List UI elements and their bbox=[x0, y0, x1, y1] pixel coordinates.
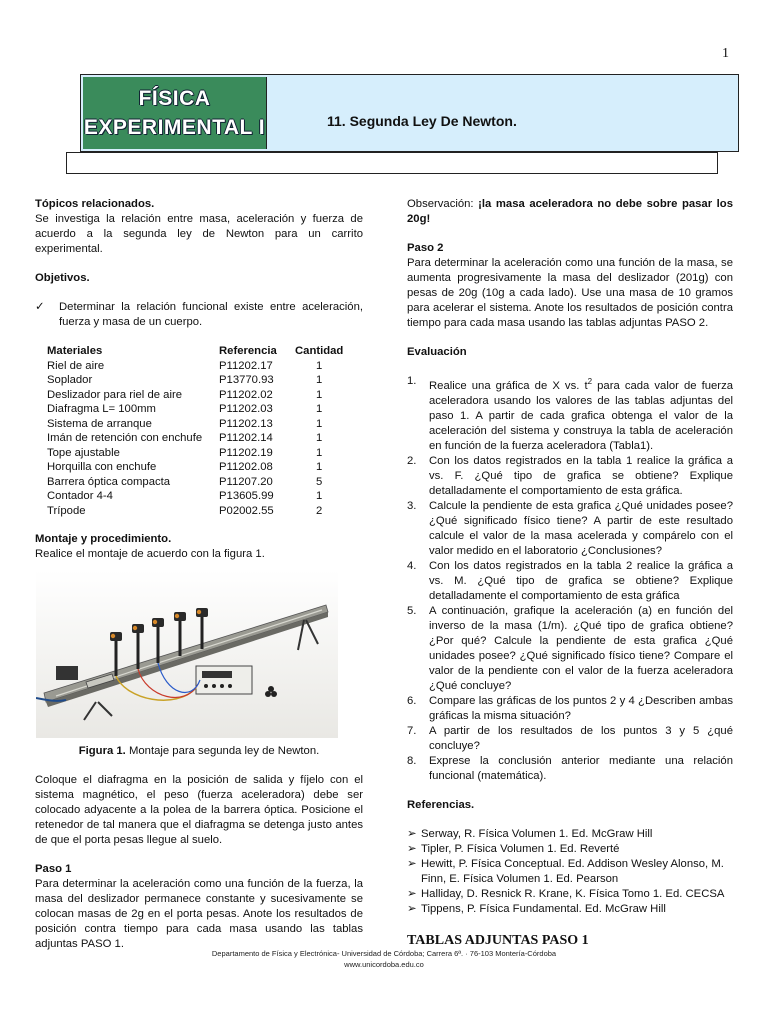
material-name: Contador 4-4 bbox=[47, 490, 113, 502]
right-column bbox=[407, 197, 733, 948]
material-qty: 5 bbox=[316, 475, 323, 488]
montaje-heading: Montaje y procedimiento. bbox=[35, 533, 172, 545]
materiales-table bbox=[47, 344, 343, 518]
course-title-line1: FÍSICA bbox=[138, 87, 211, 110]
referencias-heading: Referencias. bbox=[407, 798, 475, 811]
col-materiales: Materiales bbox=[47, 345, 103, 357]
materiales-row bbox=[47, 417, 343, 432]
header-bar bbox=[66, 152, 718, 174]
material-ref: P11202.02 bbox=[219, 388, 273, 401]
col-cantidad: Cantidad bbox=[295, 345, 344, 357]
observacion-text: ¡la masa aceleradora no debe sobre pasar los 20g! bbox=[407, 198, 733, 225]
material-ref: P11202.08 bbox=[219, 461, 273, 473]
material-name: Diafragma L= 100mm bbox=[47, 403, 156, 415]
figure-label: Figura 1. bbox=[78, 745, 126, 757]
materiales-row bbox=[47, 373, 343, 388]
referencias-list bbox=[407, 827, 733, 917]
material-qty: 1 bbox=[316, 432, 323, 444]
paso2-text: Para determinar la aceleración como una función de la masa, se aumenta progresivamente la masa del deslizador (201g) con pesas de 20g (10g a cada lado). Use una masa de 10 gramos para acelerar el sistema. Anote los resultados de posición contra tiempo para cada masa usando las tablas adjuntas PASO 2. bbox=[407, 257, 733, 329]
material-ref: P11202.19 bbox=[219, 446, 273, 459]
referencia-item: ➢ Tipler, P. Física Volumen 1. Ed. Reverté bbox=[407, 842, 620, 855]
material-qty: 2 bbox=[316, 504, 323, 517]
material-qty: 1 bbox=[316, 446, 323, 459]
materiales-row bbox=[47, 402, 343, 417]
material-name: Horquilla con enchufe bbox=[47, 461, 157, 473]
figure-1-caption bbox=[35, 744, 363, 759]
arrow-bullet-icon: ➢ bbox=[407, 857, 417, 870]
material-qty: 1 bbox=[316, 461, 323, 473]
observacion bbox=[407, 197, 733, 227]
arrow-bullet-icon: ➢ bbox=[407, 827, 417, 840]
material-ref: P02002.55 bbox=[219, 504, 274, 517]
materiales-row bbox=[47, 388, 343, 403]
objetivo-text: Determinar la relación funcional existe entre aceleración, fuerza y masa de un cuerpo. bbox=[59, 301, 363, 328]
observacion-label: Observación: bbox=[407, 198, 479, 210]
referencia-item: ➢ Serway, R. Física Volumen 1. Ed. McGraw Hill bbox=[407, 827, 653, 840]
eval-item: 2. Con los datos registrados en la tabla 1 realice la gráfica a vs. F. ¿Qué tipo de grafica se obtiene? Explique detalladamente el comportamiento de esta gráfica. bbox=[407, 454, 733, 497]
materiales-row bbox=[47, 475, 343, 490]
topicos-text: Se investiga la relación entre masa, aceleración y fuerza de acuerdo a la segunda ley de Newton para un carrito experimental. bbox=[35, 213, 363, 255]
col-referencia: Referencia bbox=[219, 345, 277, 357]
tablas-heading: TABLAS ADJUNTAS PASO 1 bbox=[407, 932, 589, 948]
material-ref: P13605.99 bbox=[219, 490, 274, 502]
material-qty: 1 bbox=[316, 490, 323, 502]
eval-item: 1. Realice una gráfica de X vs. $t^2$ para cada valor de fuerza aceleradora usando los valores de las tablas adjuntas del paso 1. A partir de cada grafica obtenga el valor de la aceleración del sistema y construya la tabla de aceleración en función de la fuerza aceleradora (Tabla1). bbox=[407, 375, 734, 452]
materiales-row bbox=[47, 431, 343, 446]
material-name: Barrera óptica compacta bbox=[47, 475, 171, 488]
material-name: Imán de retención con enchufe bbox=[47, 432, 203, 444]
footer-address: Departamento de Física y Electrónica- Universidad de Córdoba; Carrera 6ª. · 76-103 Montería-Córdoba bbox=[211, 949, 557, 958]
montaje-text: Realice el montaje de acuerdo con la figura 1. bbox=[35, 548, 265, 560]
topicos-heading: Tópicos relacionados. bbox=[35, 198, 155, 210]
arrow-bullet-icon: ➢ bbox=[407, 902, 417, 915]
course-title-line2: EXPERIMENTAL I bbox=[83, 116, 266, 139]
material-name: Soplador bbox=[47, 374, 93, 386]
paso1-text: Para determinar la aceleración como una función de la fuerza, la masa del deslizador permanece constante y sucesivamente se colocan masas de 2g en el porta pesas. Anote los resultados de posición contra tiempo para cada masa usando las tablas adjuntas PASO 1. bbox=[35, 878, 363, 950]
material-name: Sistema de arranque bbox=[47, 417, 152, 430]
evaluacion-list bbox=[407, 374, 733, 454]
referencia-item: ➢ Hewitt, P. Física Conceptual. Ed. Addison Wesley Alonso, M. Finn, E. Física Volumen 1. Ed. Pearson bbox=[407, 857, 724, 885]
materiales-header-row bbox=[47, 344, 343, 359]
materiales-row bbox=[47, 489, 343, 504]
eval-item: 8. Exprese la conclusión anterior mediante una relación funcional (matemática). bbox=[407, 754, 733, 782]
material-ref: P11202.03 bbox=[219, 403, 273, 415]
material-ref: P11202.13 bbox=[219, 417, 273, 430]
materiales-row bbox=[47, 460, 343, 475]
footer-website: www.unicordoba.edu.co bbox=[344, 960, 424, 969]
material-ref: P13770.93 bbox=[219, 374, 274, 386]
paso2-heading: Paso 2 bbox=[407, 242, 444, 254]
figure-1-photo bbox=[36, 570, 338, 738]
figure-caption-text: Montaje para segunda ley de Newton. bbox=[125, 745, 320, 757]
material-name: Trípode bbox=[47, 504, 86, 517]
objetivo-item bbox=[35, 300, 363, 330]
referencia-item: ➢ Tippens, P. Física Fundamental. Ed. McGraw Hill bbox=[407, 902, 666, 915]
paso1-heading: Paso 1 bbox=[35, 863, 72, 875]
page-number: 1 bbox=[722, 46, 729, 61]
material-ref: P11202.17 bbox=[219, 359, 273, 372]
referencia-item: ➢ Halliday, D. Resnick R. Krane, K. Física Tomo 1. Ed. CECSA bbox=[407, 887, 725, 900]
eval-item: 3. Calcule la pendiente de esta grafica ¿Qué unidades posee? ¿Qué significado físico tiene? A partir de este resultado calcule el valor de la masa acelerada y compárelo con el valor medido en el laboratorio ¿Conclusiones? bbox=[407, 499, 733, 557]
material-name: Riel de aire bbox=[47, 359, 105, 372]
objetivos-heading: Objetivos. bbox=[35, 272, 90, 284]
evaluacion-heading: Evaluación bbox=[407, 346, 467, 358]
eval-item: 6. Compare las gráficas de los puntos 2 y 4 ¿Describen ambas gráficas la misma situación? bbox=[407, 694, 733, 722]
material-ref: P11202.14 bbox=[219, 432, 273, 444]
eval-item: 4. Con los datos registrados en la tabla 2 realice la gráfica a vs. M. ¿Qué tipo de grafica se obtiene? Explique detalladamente el comportamiento de esta gráfica bbox=[407, 559, 733, 602]
materiales-row bbox=[47, 446, 343, 461]
materiales-row bbox=[47, 359, 343, 374]
document-header bbox=[80, 74, 739, 152]
material-qty: 1 bbox=[316, 417, 323, 430]
eval-item: 7. A partir de los resultados de los puntos 3 y 5 ¿qué concluye? bbox=[407, 724, 733, 752]
material-qty: 1 bbox=[316, 359, 323, 372]
left-column bbox=[35, 197, 363, 952]
eval-item: 5. A continuación, grafique la aceleración (a) en función del inverso de la masa (1/m). ¿Qué tipo de grafica obtiene? ¿Por qué? Calcule la pendiente de esta grafica ¿Qué unidades posee? ¿Qué significado físico tiene? Compare el valor de la pendiente con el valor de la fuerza aceleradora ¿Qué concluye? bbox=[407, 604, 733, 692]
material-qty: 1 bbox=[316, 388, 323, 401]
materiales-row bbox=[47, 504, 343, 519]
lab-title: 11. Segunda Ley De Newton. bbox=[327, 113, 517, 129]
material-ref: P11207.20 bbox=[219, 475, 273, 488]
arrow-bullet-icon: ➢ bbox=[407, 887, 417, 900]
material-name: Deslizador para riel de aire bbox=[47, 388, 183, 401]
material-qty: 1 bbox=[316, 374, 323, 386]
page-footer bbox=[0, 948, 768, 970]
check-icon: ✓ bbox=[35, 301, 45, 313]
arrow-bullet-icon: ➢ bbox=[407, 842, 417, 855]
evaluacion-list-rest bbox=[407, 454, 733, 784]
course-title-box bbox=[83, 77, 267, 149]
air-track-illustration bbox=[36, 570, 338, 738]
material-qty: 1 bbox=[316, 403, 323, 415]
material-name: Tope ajustable bbox=[47, 446, 120, 459]
coloque-text: Coloque el diafragma en la posición de salida y fíjelo con el sistema magnético, el peso (fuerza aceleradora) debe ser colocado adyacente a la polea de la barrera óptica. Posicione el retenedor de tal manera que el diafragma se detenga justo antes de que el porta pesas llegue al suelo. bbox=[35, 774, 363, 846]
